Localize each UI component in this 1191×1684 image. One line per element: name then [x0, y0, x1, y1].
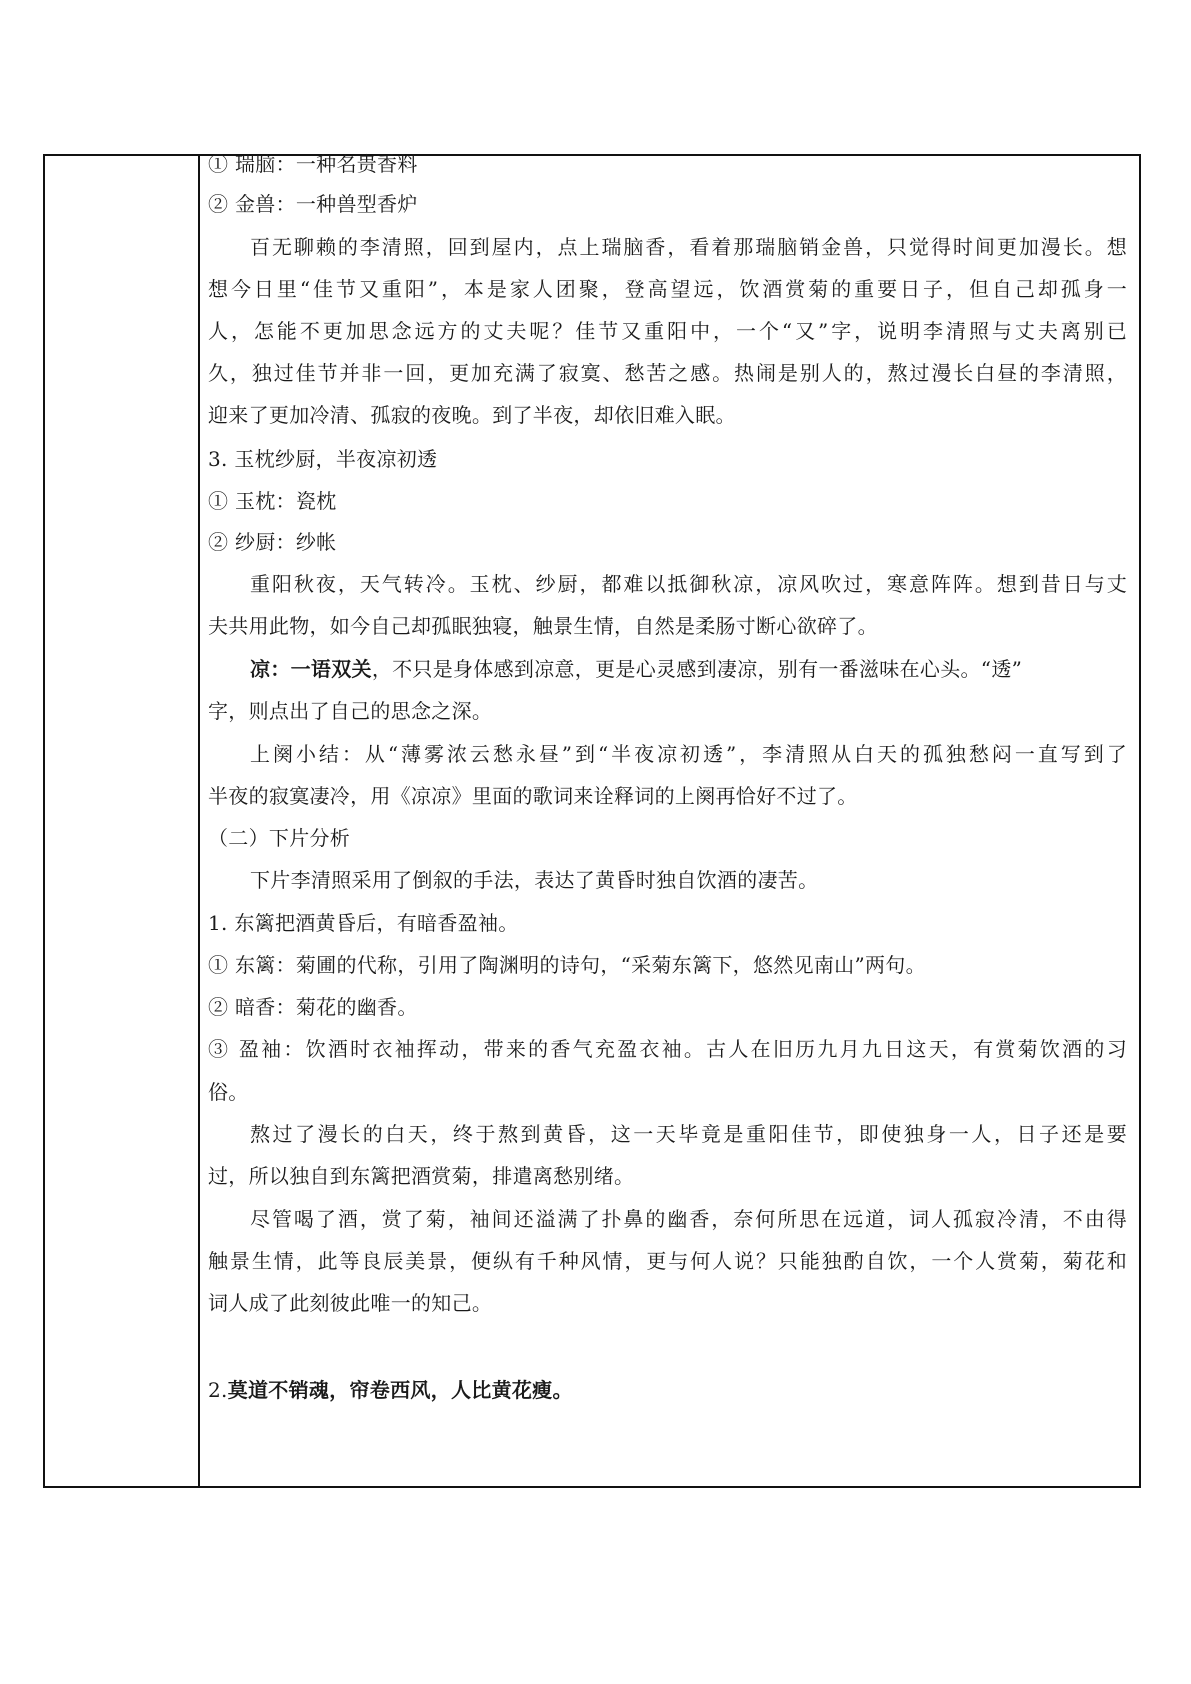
bold-phrase: 凉：一语双关: [250, 657, 372, 681]
paragraph-line: 久，独过佳节并非一回，更加充满了寂寞、愁苦之感。热闹是别人的，熬过漫长白昼的李清照，: [208, 361, 1127, 385]
paragraph-line: 触景生情，此等良辰美景，便纵有千种风情，更与何人说？只能独酌自饮，一个人赏菊，菊花和: [208, 1249, 1127, 1273]
paragraph-line: 想今日里“佳节又重阳”，本是家人团聚，登高望远，饮酒赏菊的重要日子，但自己却孤身一: [208, 277, 1127, 301]
content-cell: [200, 152, 1139, 1486]
note-line: ① 东篱：菊圃的代称，引用了陶渊明的诗句，“采菊东篱下，悠然见南山”两句。: [208, 953, 926, 977]
paragraph-line: 迎来了更加冷清、孤寂的夜晚。到了半夜，却依旧难入眠。: [208, 403, 736, 427]
paragraph-line: 词人成了此刻彼此唯一的知己。: [208, 1291, 493, 1315]
note-line: ② 纱厨：纱帐: [208, 530, 337, 554]
paragraph-line: 下片李清照采用了倒叙的手法，表达了黄昏时独自饮酒的凄苦。: [250, 868, 819, 892]
paragraph-line: 半夜的寂寞凄冷，用《凉凉》里面的歌词来诠释词的上阕再恰好不过了。: [208, 784, 858, 808]
paragraph-line: 重阳秋夜，天气转冷。玉枕、纱厨，都难以抵御秋凉，凉风吹过，寒意阵阵。想到昔日与丈: [250, 572, 1127, 596]
bold-phrase: 莫道不销魂，帘卷西风，人比黄花瘦。: [227, 1378, 573, 1402]
paragraph-line: 尽管喝了酒，赏了菊，袖间还溢满了扑鼻的幽香，奈何所思在远道，词人孤寂冷清，不由得: [250, 1207, 1127, 1231]
left-column-cell: [45, 156, 200, 1486]
section-heading: [208, 1376, 1127, 1404]
note-line: ② 暗香：菊花的幽香。: [208, 995, 418, 1019]
heading-number: 2.: [208, 1378, 228, 1402]
document-table: [43, 154, 1141, 1488]
paragraph-line: 百无聊赖的李清照，回到屋内，点上瑞脑香，看着那瑞脑销金兽，只觉得时间更加漫长。想: [250, 235, 1127, 259]
paragraph-line: 熬过了漫长的白天，终于熬到黄昏，这一天毕竟是重阳佳节，即使独身一人，日子还是要: [250, 1122, 1127, 1146]
note-line: ③ 盈袖：饮酒时衣袖挥动，带来的香气充盈衣袖。古人在旧历九月九日这天，有赏菊饮酒的习: [208, 1037, 1127, 1061]
paragraph-line: 人，怎能不更加思念远方的丈夫呢？佳节又重阳中，一个“又”字，说明李清照与丈夫离别已: [208, 319, 1127, 343]
paragraph-line: 上阕小结：从“薄雾浓云愁永昼”到“半夜凉初透”，李清照从白天的孤独愁闷一直写到了: [250, 742, 1127, 766]
paragraph-line: 夫共用此物，如今自己却孤眠独寝，触景生情，自然是柔肠寸断心欲碎了。: [208, 614, 878, 638]
paragraph-line: 过，所以独自到东篱把酒赏菊，排遣离愁别绪。: [208, 1164, 635, 1188]
note-line: 俗。: [208, 1080, 249, 1104]
paragraph-line: [250, 655, 1127, 683]
paragraph-text: ，不只是身体感到凉意，更是心灵感到凄凉，别有一番滋味在心头。“透”: [371, 657, 1023, 681]
section-heading: 3. 玉枕纱厨，半夜凉初透: [208, 447, 438, 471]
section-heading: 1. 东篱把酒黄昏后，有暗香盈袖。: [208, 911, 519, 935]
note-line: ① 玉枕：瓷枕: [208, 489, 337, 513]
section-heading: （二）下片分析: [208, 826, 351, 850]
paragraph-line: 字，则点出了自己的思念之深。: [208, 699, 493, 723]
note-line: ② 金兽：一种兽型香炉: [208, 192, 418, 216]
note-line: ① 瑞脑：一种名贵香料: [208, 152, 418, 176]
